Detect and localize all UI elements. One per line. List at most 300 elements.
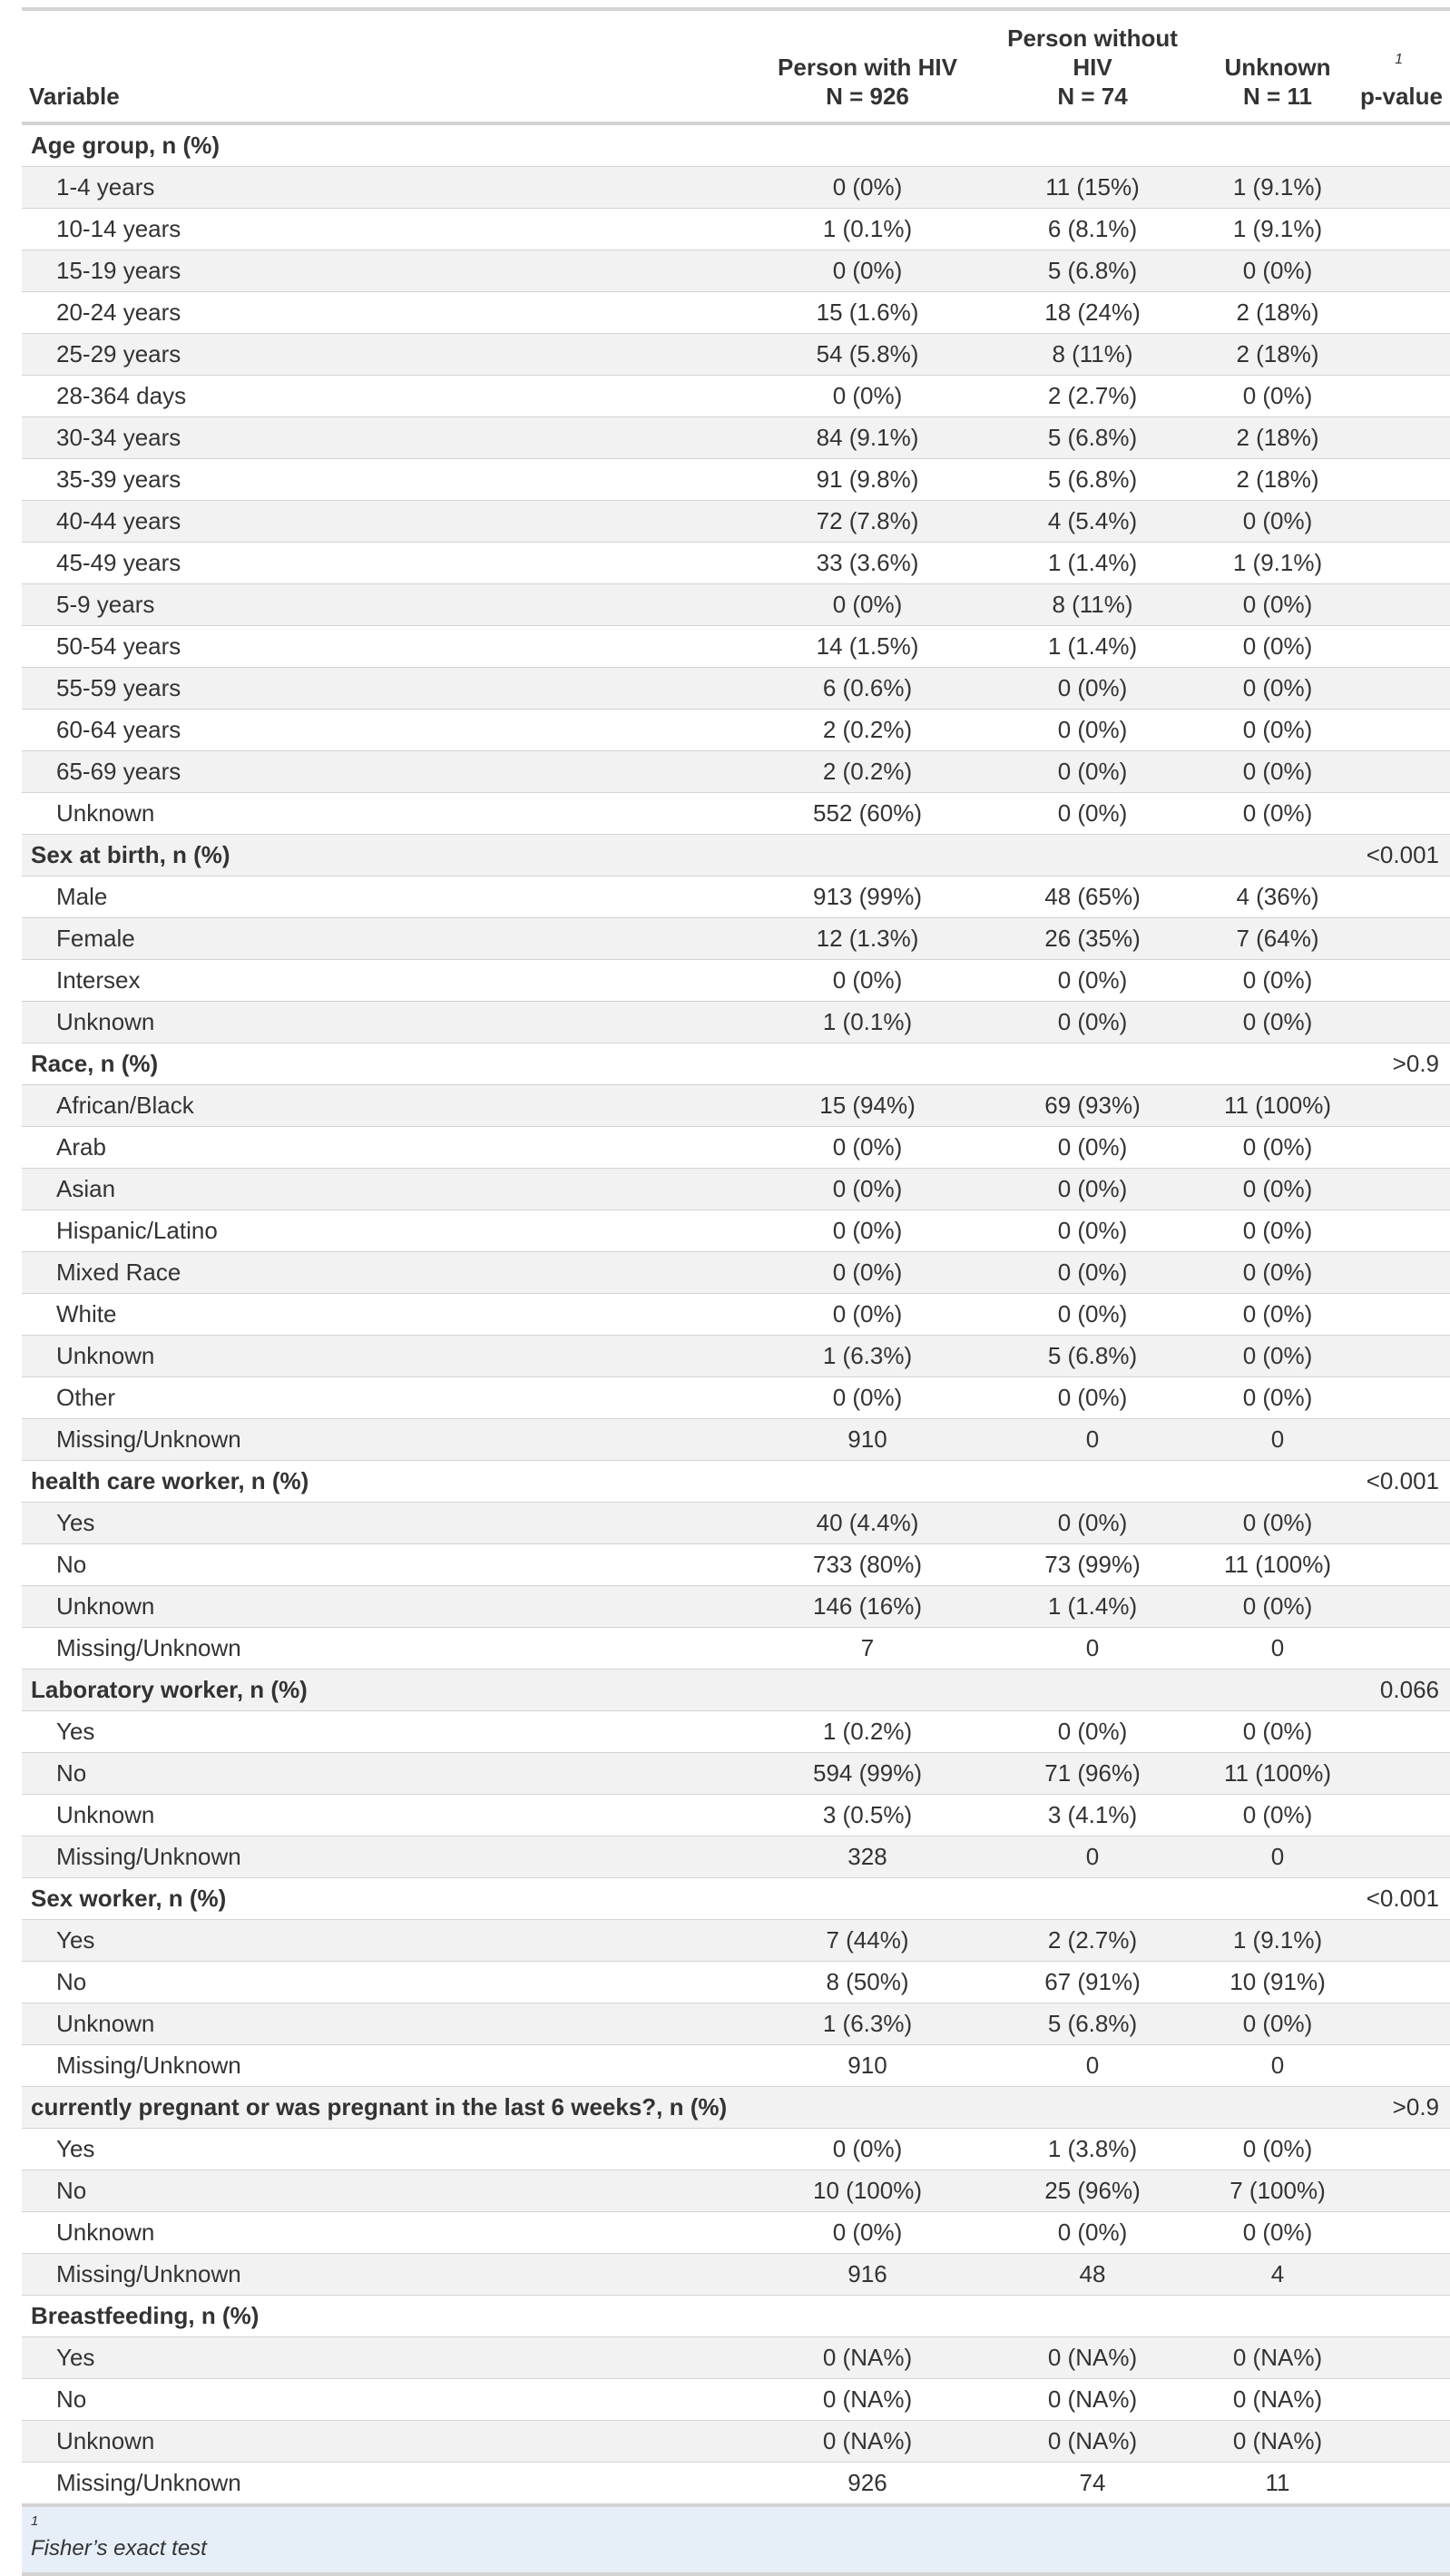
table-row [22,376,1450,417]
value-unknown: 4 (36%) [1236,883,1319,910]
row-label: 45-49 years [56,549,181,576]
table-row [22,2003,1450,2045]
value-unknown: 0 (0%) [1242,1384,1313,1411]
row-label: 65-69 years [22,751,755,793]
summary-table [22,7,1450,2576]
value-hiv: 0 (0%) [832,2135,903,2162]
table-row [22,2337,1450,2379]
table-row [22,1503,1450,1544]
value-nohiv: 5 (6.8%) [980,250,1205,292]
table-row [22,459,1450,501]
value-unknown: 1 (9.1%) [1232,215,1323,242]
table-row [22,1837,1450,1878]
value-hiv: 14 (1.5%) [816,632,919,660]
summary-table-container [22,7,1450,2576]
row-pvalue-empty [1350,1753,1450,1795]
value-hiv: 3 (0.5%) [822,1801,913,1828]
group-empty-cell [1205,2087,1350,2129]
value-unknown: 0 (0%) [1205,1503,1350,1544]
value-nohiv: 26 (35%) [980,918,1205,960]
row-pvalue-empty [1350,668,1450,710]
value-unknown: 2 (18%) [1205,334,1350,376]
group-empty-cell [1205,2296,1350,2337]
row-label: Missing/Unknown [56,1634,241,1661]
row-label: Unknown [22,2421,755,2463]
row-label: White [56,1300,117,1327]
header-hiv [755,9,980,123]
value-hiv: 2 (0.2%) [755,751,980,793]
footnote [22,2505,1450,2574]
value-hiv: 15 (94%) [755,1085,980,1127]
group-header-row [22,835,1450,877]
row-label: Female [22,918,755,960]
value-nohiv: 8 (11%) [980,334,1205,376]
table-row [22,2045,1450,2087]
value-hiv: 10 (100%) [755,2170,980,2212]
group-label: health care worker, n (%) [31,1467,309,1494]
row-label: 10-14 years [56,215,181,242]
row-pvalue-empty [1350,1837,1450,1878]
row-pvalue-empty [1350,1419,1450,1461]
value-unknown: 2 (18%) [1236,465,1319,493]
table-row [22,2463,1450,2506]
value-unknown: 11 (100%) [1205,1085,1350,1127]
value-unknown: 0 (0%) [1205,250,1350,292]
row-pvalue-empty [1350,501,1450,543]
value-hiv: 0 (0%) [755,1169,980,1210]
value-hiv: 594 (99%) [755,1753,980,1795]
row-label: 30-34 years [22,417,755,459]
value-nohiv: 0 (0%) [1057,1300,1128,1327]
group-empty-cell [980,1043,1205,1085]
row-pvalue-empty [1350,1169,1450,1210]
value-hiv: 0 (0%) [832,382,903,409]
row-label: Unknown [56,799,155,827]
value-unknown: 0 (NA%) [1205,2337,1350,2379]
value-unknown: 4 [1205,2254,1350,2296]
row-pvalue-empty [1350,2003,1450,2045]
row-label: Yes [22,2337,755,2379]
value-nohiv: 0 (0%) [980,1002,1205,1043]
row-label: No [22,1753,755,1795]
value-unknown: 11 (100%) [1205,1753,1350,1795]
value-nohiv: 0 (0%) [980,751,1205,793]
row-pvalue-empty [1350,417,1450,459]
value-nohiv: 0 (0%) [980,1503,1205,1544]
table-row [22,751,1450,793]
group-pvalue: <0.001 [1366,1885,1439,1912]
group-header-row [22,1043,1450,1085]
value-nohiv: 0 (0%) [1057,1133,1128,1161]
table-row [22,167,1450,209]
row-label: Unknown [56,1801,155,1828]
value-hiv: 0 (0%) [755,1252,980,1294]
value-nohiv: 73 (99%) [1044,1551,1141,1578]
table-row [22,501,1450,543]
value-unknown: 11 [1265,2469,1290,2496]
value-hiv: 1 (6.3%) [755,2003,980,2045]
group-empty-cell [1205,1878,1350,1920]
value-hiv: 0 (0%) [755,250,980,292]
value-nohiv: 0 (0%) [980,1252,1205,1294]
value-unknown: 0 [1205,1837,1350,1878]
header-unknown-label: Unknown [1224,54,1331,81]
value-hiv: 0 (0%) [755,167,980,209]
row-pvalue-empty [1350,292,1450,334]
table-row [22,1127,1450,1169]
header-unknown-n: N = 11 [1243,83,1312,110]
row-pvalue-empty [1350,376,1450,417]
value-nohiv: 1 (1.4%) [980,1586,1205,1628]
value-nohiv: 4 (5.4%) [980,501,1205,543]
table-row [22,793,1450,835]
group-pvalue: 0.066 [1350,1670,1450,1711]
header-nohiv [980,9,1205,123]
row-pvalue-empty [1350,2170,1450,2212]
row-pvalue-empty [1350,626,1450,668]
row-label: Yes [22,1503,755,1544]
row-label: Yes [56,2135,95,2162]
group-empty-cell [1205,1043,1350,1085]
table-row [22,209,1450,250]
value-nohiv: 11 (15%) [980,167,1205,209]
table-row [22,584,1450,626]
value-nohiv: 5 (6.8%) [980,2003,1205,2045]
value-hiv: 15 (1.6%) [816,299,919,326]
value-nohiv: 0 (0%) [1057,966,1128,994]
row-label: Arab [56,1133,106,1161]
row-label: Missing/Unknown [22,2254,755,2296]
footnote-text: Fisher’s exact test [31,2536,207,2561]
group-label: Race, n (%) [31,1050,159,1077]
value-hiv: 146 (16%) [755,1586,980,1628]
row-pvalue-empty [1350,751,1450,793]
value-unknown: 0 (0%) [1242,1133,1313,1161]
table-row [22,1002,1450,1043]
group-empty-cell [755,1670,980,1711]
table-row [22,2129,1450,2170]
table-row [22,1210,1450,1252]
value-nohiv: 0 [980,1837,1205,1878]
table-row [22,2254,1450,2296]
value-hiv: 0 (0%) [832,966,903,994]
value-hiv: 6 (0.6%) [755,668,980,710]
value-hiv: 1 (0.2%) [822,1718,913,1745]
value-hiv: 0 (0%) [832,1384,903,1411]
value-nohiv: 69 (93%) [980,1085,1205,1127]
row-label: 40-44 years [22,501,755,543]
table-row [22,710,1450,751]
value-unknown: 0 (0%) [1242,1718,1313,1745]
value-unknown: 0 (0%) [1242,2135,1313,2162]
value-hiv: 2 (0.2%) [822,716,913,743]
row-pvalue-empty [1350,1002,1450,1043]
table-row [22,1294,1450,1336]
value-unknown: 0 [1270,2052,1285,2079]
row-pvalue-empty [1350,2337,1450,2379]
group-empty-cell [980,1670,1205,1711]
value-hiv: 8 (50%) [826,1968,909,1995]
group-header-row [22,123,1450,167]
table-row [22,2421,1450,2463]
group-label: Sex worker, n (%) [31,1885,227,1912]
value-unknown: 0 (0%) [1242,1801,1313,1828]
table-row [22,626,1450,668]
table-row [22,1336,1450,1377]
table-row [22,1586,1450,1628]
group-pvalue [1350,123,1450,167]
table-body [22,123,1450,2505]
row-pvalue-empty [1350,1962,1450,2003]
value-unknown: 2 (18%) [1236,299,1319,326]
group-empty-cell [1205,1670,1350,1711]
value-nohiv: 74 [1079,2469,1106,2496]
value-hiv: 916 [755,2254,980,2296]
row-label: African/Black [22,1085,755,1127]
group-label: Laboratory worker, n (%) [22,1670,755,1711]
table-row [22,1962,1450,2003]
row-label: No [56,2385,87,2413]
row-pvalue-empty [1350,1294,1450,1336]
value-hiv: 33 (3.6%) [816,549,919,576]
row-pvalue-empty [1350,2212,1450,2254]
table-row [22,543,1450,584]
value-unknown: 0 (0%) [1205,1002,1350,1043]
table-row [22,877,1450,918]
value-hiv: 0 (NA%) [755,2337,980,2379]
value-nohiv: 71 (96%) [980,1753,1205,1795]
value-unknown: 10 (91%) [1230,1968,1326,1995]
value-unknown: 0 [1270,1634,1285,1661]
value-hiv: 0 (0%) [832,2218,903,2246]
value-unknown: 0 (0%) [1242,716,1313,743]
row-label: 28-364 days [56,382,187,409]
value-unknown: 0 (0%) [1242,1300,1313,1327]
group-empty-cell [1205,123,1350,167]
header-variable: Variable [29,83,120,110]
value-unknown: 2 (18%) [1205,417,1350,459]
row-label: 35-39 years [56,465,181,493]
row-label: 5-9 years [22,584,755,626]
value-hiv: 913 (99%) [813,883,922,910]
row-pvalue-empty [1350,1377,1450,1419]
table-row [22,918,1450,960]
group-label: Age group, n (%) [31,132,220,159]
row-pvalue-empty [1350,1252,1450,1294]
value-hiv: 72 (7.8%) [755,501,980,543]
value-hiv: 0 (0%) [755,584,980,626]
row-pvalue-empty [1350,2129,1450,2170]
group-empty-cell [755,2087,980,2129]
row-label: Yes [56,1718,95,1745]
header-row [22,9,1450,123]
group-empty-cell [980,1461,1205,1503]
header-pvalue [1350,9,1450,123]
value-unknown: 7 (100%) [1205,2170,1350,2212]
table-row [22,668,1450,710]
value-nohiv: 5 (6.8%) [980,1336,1205,1377]
value-unknown: 0 (0%) [1205,584,1350,626]
value-nohiv: 0 (0%) [1057,799,1128,827]
value-hiv: 84 (9.1%) [755,417,980,459]
header-nohiv-n: N = 74 [1057,83,1128,110]
row-label: Missing/Unknown [22,1837,755,1878]
row-pvalue-empty [1350,334,1450,376]
row-label: 50-54 years [56,632,181,660]
table-row [22,1085,1450,1127]
group-header-row [22,2296,1450,2337]
value-nohiv: 0 [1085,1634,1100,1661]
row-pvalue-empty [1350,250,1450,292]
row-pvalue-empty [1350,1544,1450,1586]
group-pvalue [1350,2296,1450,2337]
footnote-mark: 1 [31,2513,39,2529]
table-row [22,1795,1450,1837]
value-nohiv: 5 (6.8%) [980,417,1205,459]
row-label: 25-29 years [22,334,755,376]
value-unknown: 0 (0%) [1205,668,1350,710]
row-label: Hispanic/Latino [56,1217,218,1244]
table-row [22,1628,1450,1670]
group-empty-cell [755,835,980,877]
group-label: Breastfeeding, n (%) [31,2302,260,2329]
value-nohiv: 1 (1.4%) [1047,632,1138,660]
table-row [22,1753,1450,1795]
row-pvalue-empty [1350,543,1450,584]
row-label: Missing/Unknown [56,2469,241,2496]
row-label: No [22,2170,755,2212]
group-empty-cell [980,1878,1205,1920]
group-empty-cell [980,123,1205,167]
group-pvalue: <0.001 [1350,835,1450,877]
value-nohiv: 48 [980,2254,1205,2296]
group-pvalue: >0.9 [1392,1050,1439,1077]
value-hiv: 926 [847,2469,887,2496]
value-nohiv: 1 (1.4%) [1047,549,1138,576]
row-label: Mixed Race [22,1252,755,1294]
footnote-row [22,2505,1450,2574]
row-label: Other [56,1384,116,1411]
value-hiv: 1 (6.3%) [755,1336,980,1377]
value-nohiv: 2 (2.7%) [1047,382,1138,409]
row-label: 60-64 years [56,716,181,743]
value-unknown: 0 (0%) [1205,751,1350,793]
header-nohiv-label: Person without HIV [1007,24,1178,81]
table-header [22,9,1450,123]
value-unknown: 0 (0%) [1242,2218,1313,2246]
table-row [22,1169,1450,1210]
value-unknown: 0 (0%) [1205,2003,1350,2045]
group-empty-cell [980,835,1205,877]
group-pvalue: <0.001 [1366,1467,1439,1494]
value-unknown: 0 (0%) [1242,1217,1313,1244]
row-label: Intersex [56,966,141,994]
row-pvalue-empty [1350,584,1450,626]
row-pvalue-empty [1350,459,1450,501]
value-unknown: 0 (0%) [1205,1252,1350,1294]
group-header-row [22,1461,1450,1503]
group-empty-cell [755,1461,980,1503]
value-nohiv: 3 (4.1%) [1047,1801,1138,1828]
row-pvalue-empty [1350,1336,1450,1377]
value-nohiv: 67 (91%) [1044,1968,1141,1995]
group-empty-cell [1205,835,1350,877]
group-empty-cell [1205,1461,1350,1503]
table-row [22,2212,1450,2254]
value-unknown: 11 (100%) [1223,1551,1332,1578]
row-pvalue-empty [1350,1628,1450,1670]
row-pvalue-empty [1350,1210,1450,1252]
value-hiv: 910 [755,1419,980,1461]
value-hiv: 0 (0%) [832,1133,903,1161]
value-unknown: 0 (0%) [1242,799,1313,827]
row-pvalue-empty [1350,1127,1450,1169]
group-empty-cell [755,1043,980,1085]
row-label: 20-24 years [56,299,181,326]
row-label: 1-4 years [22,167,755,209]
row-pvalue-empty [1350,960,1450,1002]
row-label: Unknown [22,1002,755,1043]
value-nohiv: 1 (3.8%) [1047,2135,1138,2162]
value-nohiv: 2 (2.7%) [980,1920,1205,1962]
row-label: No [56,1551,87,1578]
value-hiv: 0 (NA%) [822,2385,913,2413]
table-row [22,1419,1450,1461]
value-hiv: 910 [847,2052,887,2079]
value-nohiv: 0 [980,1419,1205,1461]
table-footer [22,2505,1450,2574]
value-hiv: 7 (44%) [755,1920,980,1962]
value-hiv: 733 (80%) [813,1551,922,1578]
row-label: Yes [22,1920,755,1962]
value-hiv: 12 (1.3%) [755,918,980,960]
value-hiv: 1 (0.1%) [755,1002,980,1043]
table-row [22,334,1450,376]
row-pvalue-empty [1350,877,1450,918]
value-nohiv: 0 (NA%) [980,2421,1205,2463]
value-unknown: 0 (NA%) [1205,2421,1350,2463]
value-hiv: 0 (0%) [832,1300,903,1327]
row-pvalue-empty [1350,1920,1450,1962]
value-unknown: 1 (9.1%) [1232,549,1323,576]
value-nohiv: 0 (0%) [1057,716,1128,743]
group-pvalue: >0.9 [1350,2087,1450,2129]
value-nohiv: 0 (0%) [980,668,1205,710]
row-pvalue-empty [1350,1085,1450,1127]
table-row [22,2379,1450,2421]
row-label: Unknown [22,2003,755,2045]
row-pvalue-empty [1350,1503,1450,1544]
row-pvalue-empty [1350,2421,1450,2463]
row-pvalue-empty [1350,2045,1450,2087]
value-unknown: 1 (9.1%) [1205,1920,1350,1962]
value-nohiv: 0 (0%) [1057,1384,1128,1411]
value-hiv: 1 (0.1%) [822,215,913,242]
value-nohiv: 0 [1085,2052,1100,2079]
table-row [22,1252,1450,1294]
row-pvalue-empty [1350,2463,1450,2506]
value-hiv: 40 (4.4%) [755,1503,980,1544]
value-nohiv: 8 (11%) [980,584,1205,626]
table-row [22,1377,1450,1419]
row-label: Unknown [56,2218,155,2246]
table-row [22,292,1450,334]
value-unknown: 0 (0%) [1205,501,1350,543]
row-label: No [56,1968,87,1995]
value-nohiv: 0 (0%) [1057,2218,1128,2246]
header-unknown [1205,9,1350,123]
row-label: Missing/Unknown [56,2052,241,2079]
